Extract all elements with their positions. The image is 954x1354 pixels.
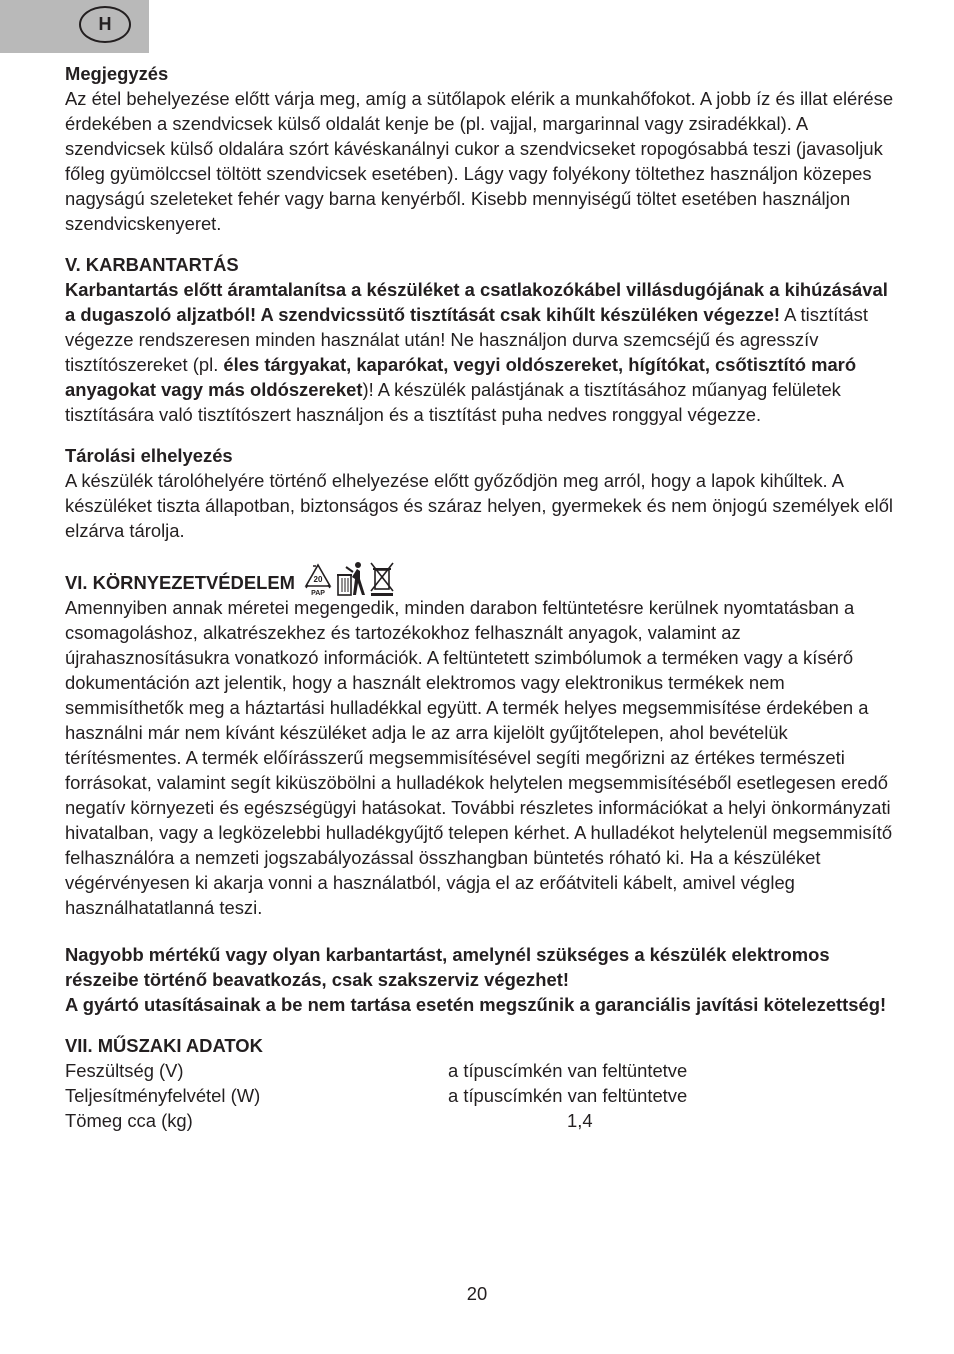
storage-text: A készülék tárolóhelyére történő elhelyezése előtt győződjön meg arról, hogy a lapok kihűltek. A készüléket tiszta állapotban, biztonságos és száraz helyen, gyermekek és nem önjogú személyek elől elzárva tárolja. bbox=[65, 470, 894, 541]
language-tab bbox=[0, 0, 149, 53]
document-body bbox=[65, 61, 895, 1133]
spec-row bbox=[65, 1058, 895, 1083]
environment-text: Amennyiben annak méretei megengedik, minden darabon feltüntetésre kerülnek nyomtatásban a csomagoláshoz, alkatrészekhez és tartozékokhoz felhasznált anyagok, valamint az újrahasznosításukra vonatkozó információk. A feltüntetett szimbólumok a terméken vagy a kísérő dokumentáción azt jelentik, hogy a használt elektromos vagy elektronikus termékek nem semmisíthetők meg a háztartási hulladékkal együtt. A termék helyes megsemmisítése érdekében a használni már nem kívánt készüléket adja le az arra kijelölt gyűjtőtelepen, ahol bevételük térítésmentes. A termék előírásszerű megsemmisítésével segíti megőrizni az értékes természeti forrásokat, valamint segít kiküszöbölni a hulladékok helytelen megsemmisítéséből esetlegesen eredő negatív környezeti és egészségügyi hatásokat. További részletes információkat a helyi önkormányzati hivatalban, vagy a legközelebbi hulladékgyűjtő telepen kérhet. A hulladékot helytelenül megsemmisítő felhasználóra a nemzeti jogszabályozással összhangban büntetés róható ki. Ha a készüléket végérvényesen ki akarja vonni a használatból, vágja el az erőátviteli kábelt, amivel végleg használhatatlanná teszi. bbox=[65, 597, 893, 918]
tidyman-bin-icon bbox=[336, 561, 366, 597]
spec-value: 1,4 bbox=[567, 1110, 593, 1131]
warning-line-2: A gyártó utasításainak a be nem tartása esetén megszűnik a garanciális javítási kötelezettség! bbox=[65, 994, 887, 1015]
environment-title: VI. KÖRNYEZETVÉDELEM bbox=[65, 572, 295, 593]
storage-section bbox=[65, 443, 895, 543]
crossed-bin-icon bbox=[369, 561, 395, 597]
environment-icons bbox=[303, 561, 395, 597]
maintenance-text-part1: A tisztítást végezze rendszeresen minden használat után! Ne használjon durva szemcséjű és agresszív tisztítószereket (pl. bbox=[65, 304, 868, 375]
maintenance-title: V. KARBANTARTÁS bbox=[65, 254, 239, 275]
maintenance-bold-examples: éles tárgyakat, kaparókat, vegyi oldószereket, hígítókat, csőtisztító maró anyagokat vagy más oldószereket bbox=[65, 354, 857, 400]
specs-title: VII. MŰSZAKI ADATOK bbox=[65, 1035, 263, 1056]
spec-label: Tömeg cca (kg) bbox=[65, 1110, 193, 1131]
spec-label: Teljesítményfelvétel (W) bbox=[65, 1085, 261, 1106]
warning-line-1: Nagyobb mértékű vagy olyan karbantartást, amelynél szükséges a készülék elektromos részeibe történő beavatkozás, csak szakszerviz végezhet! bbox=[65, 944, 830, 990]
note-text: Az étel behelyezése előtt várja meg, amíg a sütőlapok elérik a munkahőfokot. A jobb íz és illat elérése érdekében a szendvicsek külső oldalát kenje be (pl. vajjal, margarinnal vagy zsiradékkal). A szendvicsek külső oldalára szórt kávéskanálnyi cukor a szendvicseket ropogósabbá teszi (javasoljuk főleg gyümölccsel töltött szendvicsek esetében). Lágy vagy folyékony töltethez használjon közepes nagyságú szeleteket fehér vagy barna kenyérből. Kisebb mennyiségű töltet esetében használjon szendvicskenyeret. bbox=[65, 88, 894, 234]
spec-row bbox=[65, 1108, 895, 1133]
svg-text:20: 20 bbox=[313, 575, 323, 584]
maintenance-bold-intro: Karbantartás előtt áramtalanítsa a készüléket a csatlakozókábel villásdugójának a kihúzásával a dugaszoló aljzatból! A szendvicssütő tisztítását csak kihűlt készüléken végezze! bbox=[65, 279, 888, 325]
environment-header bbox=[65, 559, 895, 595]
page-number: 20 bbox=[466, 1283, 488, 1304]
environment-section bbox=[65, 559, 895, 920]
note-title: Megjegyzés bbox=[65, 63, 169, 84]
spec-label: Feszültség (V) bbox=[65, 1060, 184, 1081]
maintenance-text-part2: )! A készülék palástjának a tisztításához műanyag felületek tisztítására való tisztítószert használjon és a tisztítást puha nedves ronggyal végezze. bbox=[65, 379, 841, 425]
warning-section bbox=[65, 942, 895, 1017]
spec-value: a típuscímkén van feltüntetve bbox=[448, 1085, 688, 1106]
note-section bbox=[65, 61, 895, 236]
svg-text:PAP: PAP bbox=[310, 590, 325, 597]
language-badge: H bbox=[79, 6, 131, 43]
storage-title: Tárolási elhelyezés bbox=[65, 445, 233, 466]
maintenance-text bbox=[65, 277, 895, 427]
specs-section bbox=[65, 1033, 895, 1133]
spec-value: a típuscímkén van feltüntetve bbox=[448, 1060, 688, 1081]
spec-row bbox=[65, 1083, 895, 1108]
recycle-pap-20-icon bbox=[303, 563, 333, 597]
maintenance-section bbox=[65, 252, 895, 427]
